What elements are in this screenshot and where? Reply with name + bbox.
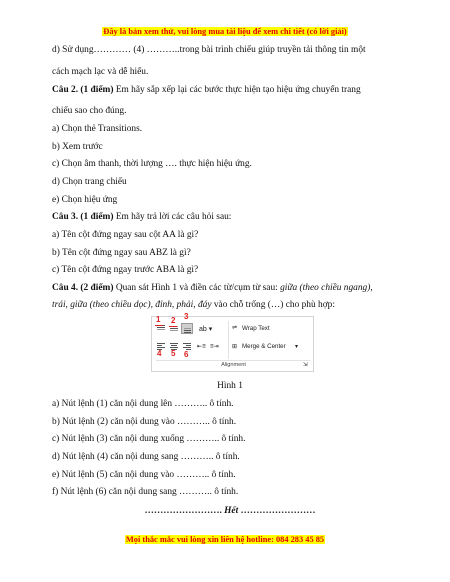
end-dots-left: ……………………. bbox=[144, 506, 225, 516]
question-3-text: Em hãy trả lời các câu hỏi sau: bbox=[113, 212, 232, 222]
decrease-indent-icon: ⇤≡ bbox=[197, 343, 206, 350]
callout-number-6: 6 bbox=[184, 350, 189, 359]
question-2-option-b: b) Xem trước bbox=[52, 142, 103, 152]
question-2-heading bbox=[52, 84, 408, 96]
question-3-heading bbox=[52, 211, 408, 223]
question-3-item-b: b) Tên cột đứng ngay sau ABZ là gì? bbox=[52, 248, 191, 258]
question-4-heading-cont bbox=[52, 299, 408, 311]
hotline-banner bbox=[0, 535, 450, 544]
question-4-text: Quan sát Hình 1 và điền các từ/cụm từ sau: bbox=[113, 283, 281, 293]
bottom-align-icon bbox=[181, 323, 193, 334]
preview-banner bbox=[0, 27, 450, 36]
callout-number-4: 4 bbox=[157, 349, 162, 358]
question-4-instruction: vào chỗ trống (…) cho phù hợp: bbox=[211, 300, 335, 310]
orientation-icon: ab ▾ bbox=[199, 326, 213, 333]
question-2-option-a: a) Chọn thẻ Transitions. bbox=[52, 124, 143, 134]
increase-indent-icon: ≡⇥ bbox=[210, 343, 219, 350]
ribbon-group-divider bbox=[156, 360, 310, 361]
question-3-label: Câu 3. (1 điểm) bbox=[52, 212, 114, 222]
merge-center-icon: ⊞ bbox=[232, 343, 238, 350]
callout-number-5: 5 bbox=[171, 349, 176, 358]
question-2-option-d: d) Chọn trang chiếu bbox=[52, 177, 127, 187]
question-2-text-cont: chiếu sao cho đúng. bbox=[52, 106, 127, 116]
question-4-item-c: c) Nút lệnh (3) căn nội dung xuống ……….. ô tính. bbox=[52, 434, 246, 444]
question-4-item-d: d) Nút lệnh (4) căn nội dung sang ……….. ô tính. bbox=[52, 452, 240, 462]
question-4-heading bbox=[52, 282, 408, 294]
merge-dropdown-chevron-icon: ▾ bbox=[295, 343, 299, 350]
callout-number-1: 1 bbox=[156, 315, 161, 324]
alignment-group-label: Alignment bbox=[221, 362, 246, 368]
question-3-item-c: c) Tên cột đứng ngay trước ABA là gì? bbox=[52, 265, 199, 275]
end-word: Hết bbox=[224, 506, 239, 516]
callout-underline-2 bbox=[169, 326, 177, 327]
ribbon-separator bbox=[228, 321, 229, 359]
callout-number-3: 3 bbox=[184, 312, 189, 321]
hotline-banner-text: Mọi thắc mắc vui lòng xin liên hệ hotline: 084 283 45 85 bbox=[125, 535, 325, 544]
figure-caption: Hình 1 bbox=[217, 381, 243, 391]
wrap-text-icon: ⇌ bbox=[232, 324, 238, 331]
dialog-launcher-icon: ⇲ bbox=[303, 362, 308, 368]
question-4-terms-2: trái, giữa (theo chiều dọc), đỉnh, phải, đáy bbox=[52, 300, 212, 310]
q1-item-d-line1: d) Sử dụng………… (4) ………..trong bài trình chiếu giúp truyền tải thông tin một bbox=[52, 45, 366, 55]
question-4-item-a: a) Nút lệnh (1) căn nội dung lên ……….. ô tính. bbox=[52, 399, 234, 409]
question-3-item-a: a) Tên cột đứng ngay sau cột AA là gì? bbox=[52, 230, 199, 240]
question-4-item-f: f) Nút lệnh (6) căn nội dung sang ……….. ô tính. bbox=[52, 487, 239, 497]
question-2-option-e: e) Chọn hiệu ứng bbox=[52, 195, 118, 205]
merge-center-label: Merge & Center bbox=[242, 343, 286, 350]
callout-underline-1 bbox=[155, 325, 163, 326]
preview-banner-text: Đây là bản xem thử, vui lòng mua tài liệu để xem chi tiết (có lời giải) bbox=[103, 27, 347, 36]
question-4-terms-1: giữa (theo chiều ngang), bbox=[280, 283, 373, 293]
question-4-item-b: b) Nút lệnh (2) căn nội dung vào ……….. ô tính. bbox=[52, 417, 237, 427]
question-2-option-c: c) Chọn âm thanh, thời lượng …. thực hiện hiệu ứng. bbox=[52, 159, 252, 169]
question-2-label: Câu 2. (1 điểm) bbox=[52, 85, 114, 95]
q1-item-d-line2: cách mạch lạc và dễ hiểu. bbox=[52, 67, 149, 77]
question-2-text: Em hãy sắp xếp lại các bước thực hiện tạo hiệu ứng chuyển trang bbox=[113, 85, 361, 95]
end-marker bbox=[52, 505, 408, 517]
question-4-label: Câu 4. (2 điểm) bbox=[52, 283, 114, 293]
alignment-ribbon-figure bbox=[151, 312, 314, 372]
end-dots-right: …………………… bbox=[238, 506, 316, 516]
callout-number-2: 2 bbox=[171, 316, 176, 325]
question-4-item-e: e) Nút lệnh (5) căn nội dung vào ……….. ô tính. bbox=[52, 470, 236, 480]
wrap-text-label: Wrap Text bbox=[242, 325, 270, 332]
